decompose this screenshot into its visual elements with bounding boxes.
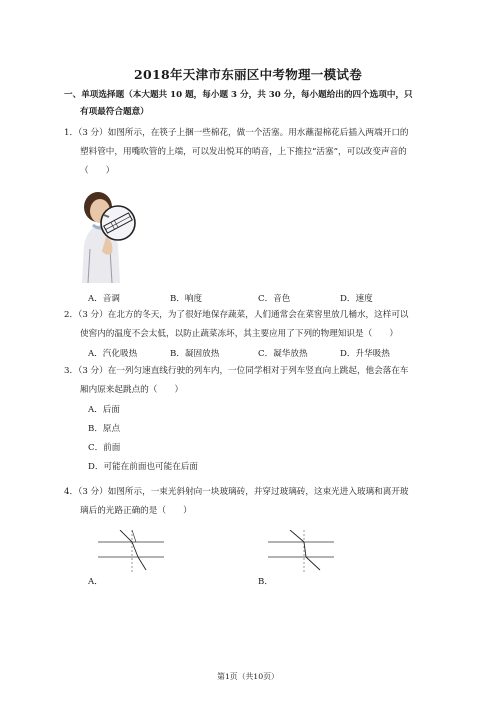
q2-option-c[interactable]: C．凝华放热 — [258, 349, 308, 359]
girl-blowing-tube-photo — [76, 187, 138, 283]
q1-option-d[interactable]: D．速度 — [340, 294, 373, 304]
q3-stem-line1: 3．（3 分）在一列匀速直线行驶的列车内，一位同学相对于列车竖直向上跳起，他会落在车 — [64, 366, 409, 376]
q4-diagram-b — [268, 530, 334, 572]
q2-option-a[interactable]: A．汽化吸热 — [88, 349, 138, 359]
q2-stem-line1: 2．（3 分）在北方的冬天，为了很好地保存蔬菜，人们通常会在菜窖里放几桶水，这样可以 — [64, 310, 409, 320]
q2-option-b[interactable]: B．凝固放热 — [170, 349, 220, 359]
q1-stem-line2: 塑料管中，用嘴吹管的上端，可以发出悦耳的哨音，上下推拉“活塞”，可以改变声音的 — [80, 147, 407, 157]
page-title: 2018年天津市东丽区中考物理一模试卷 — [134, 67, 362, 82]
q1-option-a[interactable]: A．音调 — [88, 294, 120, 304]
q3-option-a[interactable]: A．后面 — [88, 405, 120, 415]
q3-stem-line2: 厢内原来起跳点的（ ） — [80, 385, 184, 395]
q4-stem-line2: 璃后的光路正确的是（ ） — [80, 506, 192, 516]
q4-stem-line1: 4．（3 分）如图所示，一束光斜射向一块玻璃砖，并穿过玻璃砖，这束光进入玻璃和离开玻 — [64, 487, 409, 497]
q3-option-c[interactable]: C．前面 — [88, 443, 121, 453]
q2-option-d[interactable]: D．升华吸热 — [340, 349, 390, 359]
q3-option-b[interactable]: B．原点 — [88, 424, 121, 434]
section-heading-line1: 一、单项选择题（本大题共 10 题，每小题 3 分，共 30 分，每小题给出的四个选项中，只 — [64, 90, 413, 100]
q1-stem-line3: （ ） — [80, 166, 115, 176]
section-heading-line2: 有项最符合题意） — [80, 107, 149, 117]
q3-option-d[interactable]: D．可能在前面也可能在后面 — [88, 462, 199, 472]
page-footer: 第1页（共10页） — [217, 672, 279, 681]
q1-option-c[interactable]: C．音色 — [258, 294, 291, 304]
q4-option-b[interactable]: B． — [258, 577, 273, 587]
q4-option-a[interactable]: A． — [88, 577, 103, 587]
q1-option-b[interactable]: B．响度 — [170, 294, 203, 304]
q2-stem-line2: 使窖内的温度不会太低，以防止蔬菜冻坏，其主要应用了下列的物理知识是（ ） — [80, 329, 398, 339]
q4-diagram-a — [98, 530, 164, 572]
q1-stem-line1: 1．（3 分）如图所示，在筷子上捆一些棉花，做一个活塞。用水蘸湿棉花后插入两端开口的 — [64, 128, 409, 138]
